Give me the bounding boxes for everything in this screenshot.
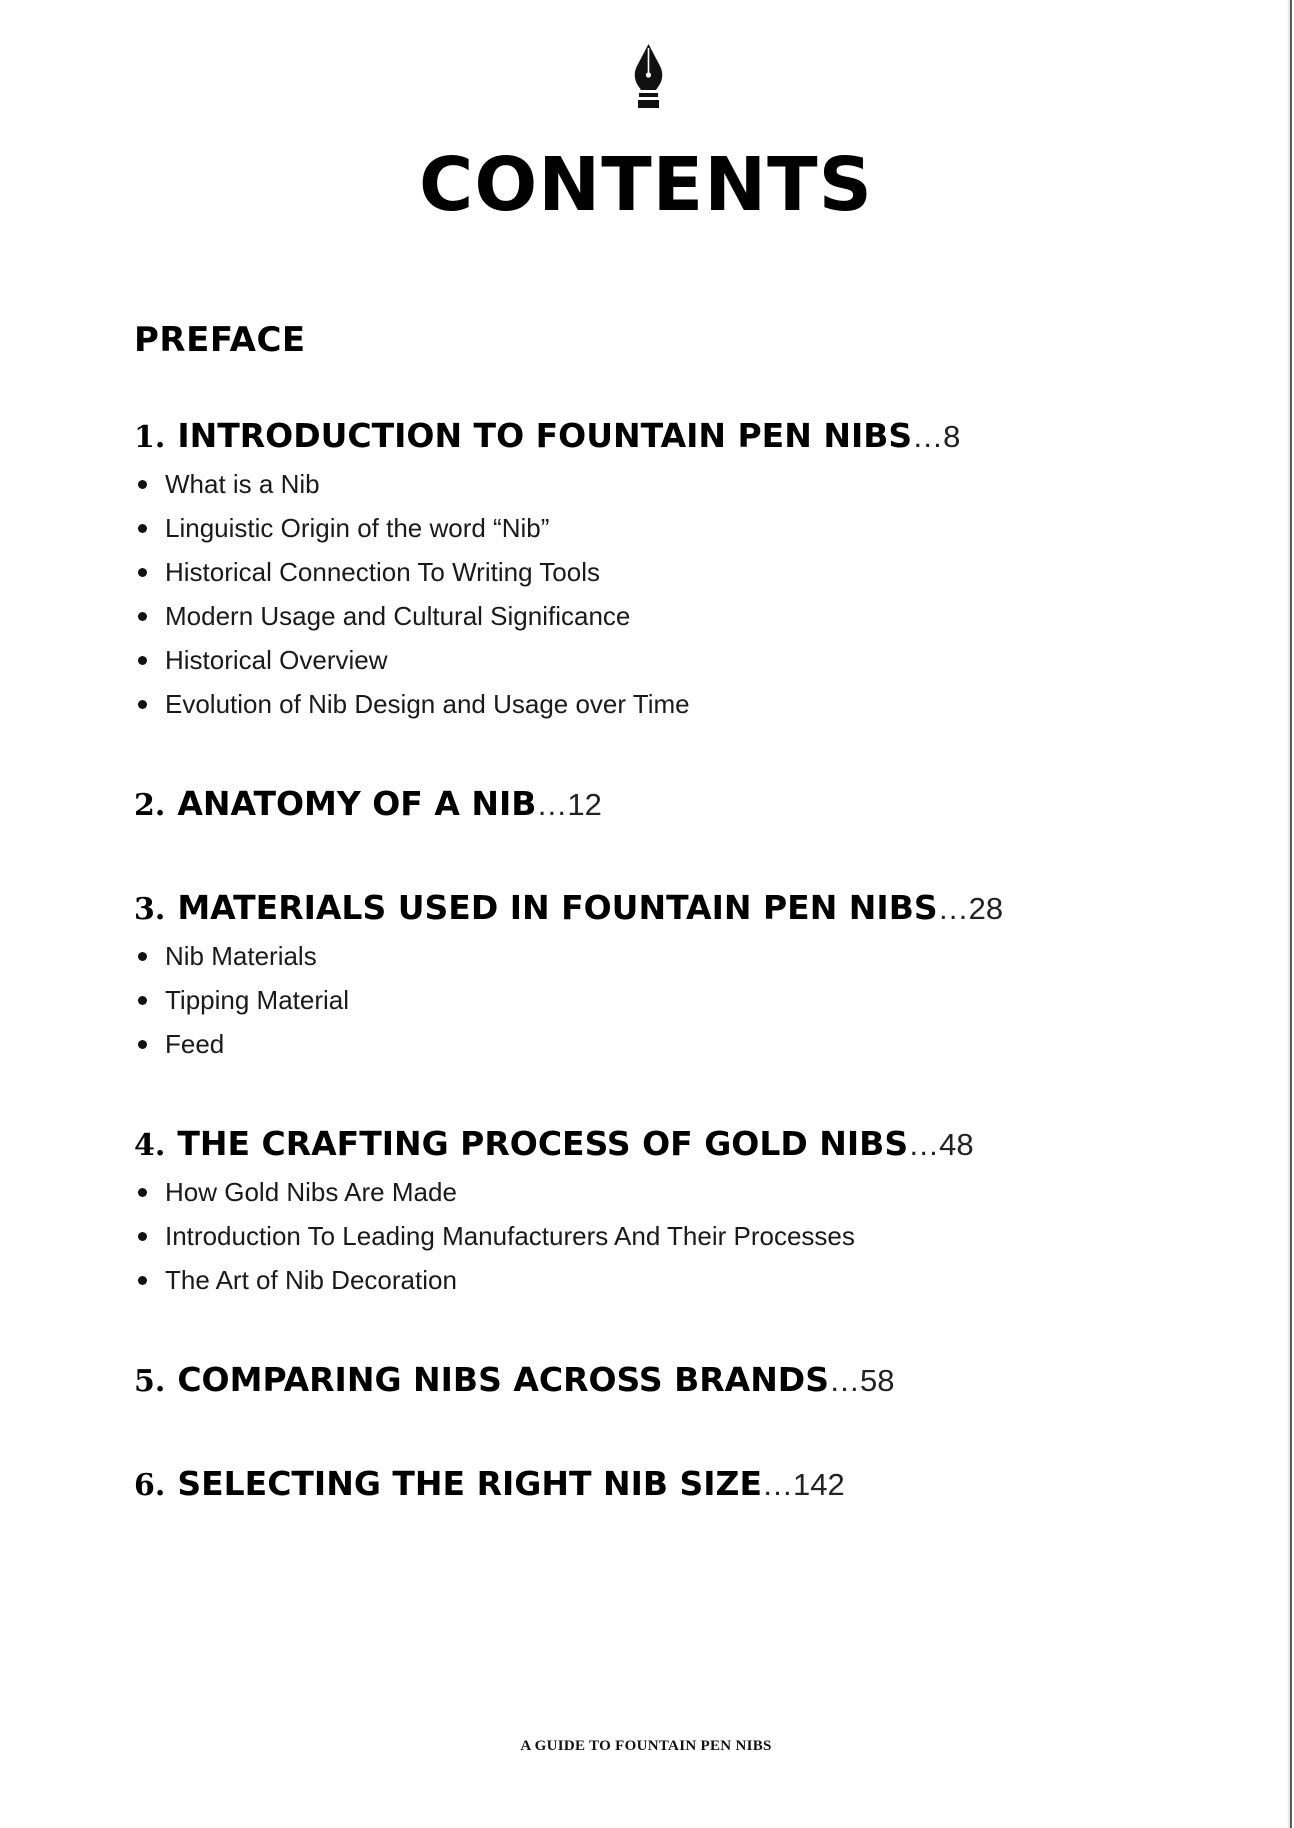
chapter-number: 2. [134, 788, 166, 823]
page-number: 58 [859, 1363, 895, 1398]
preface-heading[interactable]: PREFACE [134, 320, 306, 360]
toc-subitem-list [134, 462, 1194, 726]
toc-subitem[interactable] [134, 594, 1194, 638]
bullet-icon [138, 480, 147, 489]
toc-subitem-label: Historical Overview [165, 645, 388, 675]
toc-chapter-heading[interactable] [134, 1462, 1194, 1506]
fountain-pen-nib-icon [633, 44, 664, 110]
chapter-number: 5. [134, 1364, 166, 1399]
toc-section [134, 886, 1194, 1066]
bullet-icon [138, 656, 147, 665]
bullet-icon [138, 700, 147, 709]
toc-subitem-label: Tipping Material [165, 985, 350, 1015]
page-number: 12 [567, 787, 602, 822]
chapter-number: 1. [134, 420, 166, 455]
page-title: CONTENTS [419, 142, 873, 228]
table-of-contents [134, 318, 1194, 1566]
toc-subitem-label: Evolution of Nib Design and Usage over Time [165, 689, 690, 719]
toc-subitem-label: Historical Connection To Writing Tools [165, 557, 600, 587]
chapter-title: MATERIALS USED IN FOUNTAIN PEN NIBS [177, 888, 938, 927]
toc-subitem-label: Nib Materials [165, 941, 317, 971]
chapter-title: THE CRAFTING PROCESS OF GOLD NIBS [177, 1124, 909, 1163]
toc-section [134, 1358, 1194, 1402]
bullet-icon [138, 1232, 147, 1241]
toc-subitem[interactable] [134, 462, 1194, 506]
toc-subitem-label: How Gold Nibs Are Made [165, 1177, 457, 1207]
bullet-icon [138, 612, 147, 621]
toc-subitem-label: What is a Nib [165, 469, 320, 499]
bullet-icon [138, 568, 147, 577]
leader-dots: … [908, 1127, 940, 1162]
toc-sections [134, 414, 1194, 1506]
toc-chapter-heading[interactable] [134, 886, 1194, 930]
chapter-number: 6. [134, 1468, 166, 1503]
toc-subitem[interactable] [134, 550, 1194, 594]
toc-section [134, 782, 1194, 826]
toc-subitem[interactable] [134, 978, 1194, 1022]
toc-chapter-heading[interactable] [134, 414, 1194, 458]
bullet-icon [138, 524, 147, 533]
leader-dots: … [828, 1363, 860, 1398]
toc-subitem-label: Linguistic Origin of the word “Nib” [165, 513, 550, 543]
page-number: 48 [939, 1127, 974, 1162]
leader-dots: … [536, 787, 568, 822]
toc-subitem-label: Modern Usage and Cultural Significance [165, 601, 631, 631]
toc-subitem-label: The Art of Nib Decoration [165, 1265, 457, 1295]
toc-chapter-heading[interactable] [134, 1358, 1194, 1402]
toc-chapter-heading[interactable] [134, 782, 1194, 826]
leader-dots: … [912, 419, 944, 454]
toc-subitem-list [134, 1170, 1194, 1302]
chapter-title: SELECTING THE RIGHT NIB SIZE [177, 1464, 763, 1503]
page-number: 142 [793, 1467, 845, 1502]
toc-subitem[interactable] [134, 682, 1194, 726]
chapter-title: INTRODUCTION TO FOUNTAIN PEN NIBS [177, 416, 913, 455]
toc-section [134, 1462, 1194, 1506]
toc-subitem-label: Introduction To Leading Manufacturers And Their Processes [165, 1221, 855, 1251]
toc-subitem[interactable] [134, 506, 1194, 550]
toc-subitem[interactable] [134, 1214, 1194, 1258]
toc-subitem[interactable] [134, 1022, 1194, 1066]
page-number: 8 [943, 419, 961, 454]
chapter-number: 3. [134, 892, 166, 927]
running-footer: A GUIDE TO FOUNTAIN PEN NIBS [520, 1738, 772, 1754]
toc-subitem-label: Feed [165, 1029, 225, 1059]
page-number: 28 [968, 891, 1004, 926]
bullet-icon [138, 1276, 147, 1285]
leader-dots: … [762, 1467, 794, 1502]
bullet-icon [138, 996, 147, 1005]
leader-dots: … [937, 891, 969, 926]
toc-subitem[interactable] [134, 1258, 1194, 1302]
toc-chapter-heading[interactable] [134, 1122, 1194, 1166]
bullet-icon [138, 1188, 147, 1197]
chapter-title: COMPARING NIBS ACROSS BRANDS [177, 1360, 829, 1399]
toc-subitem[interactable] [134, 638, 1194, 682]
toc-section [134, 414, 1194, 726]
bullet-icon [138, 1040, 147, 1049]
chapter-title: ANATOMY OF A NIB [177, 784, 537, 823]
toc-subitem[interactable] [134, 1170, 1194, 1214]
chapter-number: 4. [134, 1128, 166, 1163]
page-edge [1290, 0, 1292, 1828]
toc-subitem[interactable] [134, 934, 1194, 978]
bullet-icon [138, 952, 147, 961]
toc-subitem-list [134, 934, 1194, 1066]
toc-section [134, 1122, 1194, 1302]
